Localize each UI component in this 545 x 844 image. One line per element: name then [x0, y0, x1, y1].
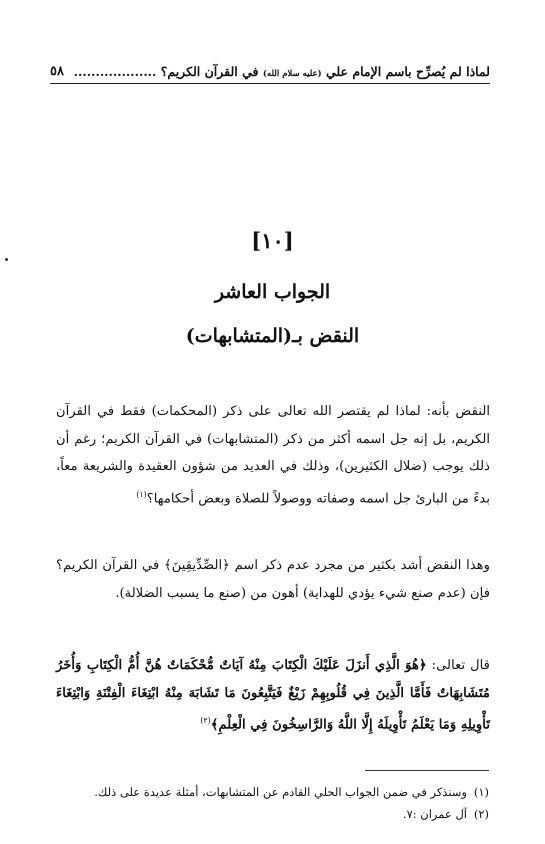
running-header — [50, 64, 490, 84]
footnote-2: (٢)آل عمران :٧. — [402, 807, 489, 821]
section-number: [١٠] — [251, 228, 294, 253]
footnote-ref-1: (١) — [136, 489, 147, 499]
quran-verse: ﴿هُوَ الَّذِي أَنزَلَ عَلَيْكَ الْكِتَابَ مِنْهُ آيَاتٌ مُّحْكَمَاتٌ هُنَّ أُمُّ الْكِتَابِ وَأُخَرُ مُتَشَابِهَاتٌ فَأَمَّا الَّذِينَ فِي قُلُوبِهِمْ زَيْغٌ فَيَتَّبِعُونَ مَا تَشَابَهَ مِنْهُ ابْتِغَاءَ الْفِتْنَةِ وَابْتِغَاءَ تَأْوِيلِهِ وَمَا يَعْلَمُ تَأْوِيلَهُ إِلَّا اللَّهُ وَالرَّاسِخُونَ فِي الْعِلْمِ﴾ — [56, 658, 490, 733]
header-dots: ................... — [73, 64, 157, 79]
answer-title: الجواب العاشر — [214, 281, 331, 303]
paragraph-1: النقض بأنه: لماذا لم يقتصر الله تعالى على ذكر (المحكمات) فقط في القرآن الكريم، بل إنه جل اسمه أكثر من ذكر (المتشابهات) في القرآن الكريم؛ رغم أن ذلك يوجب (ضلال الكثيرين)، وذلك في العديد من شؤون العقيدة والشريعة معاً، بدءً من البارئ جل اسمه وصفاته ووصولاً للصلاة وبعض أحكامها؟$^{(١)}$ — [56, 404, 490, 506]
footnote-ref-2: (٢) — [200, 716, 211, 725]
paragraph-3 — [56, 652, 490, 739]
paragraph-2: وهذا النقض أشد بكثير من مجرد عدم ذكر اسم ﴿الصِّدِّيقِينَ﴾ في القرآن الكريم؟ فإن (عدم صنع شيء يؤدي للهداية) أهون من (صنع ما يسبب الضلالة). — [56, 558, 490, 601]
section-subtitle: النقض بـ(المتشابهات) — [185, 325, 360, 347]
page-number: ٥٨ — [50, 64, 64, 79]
footnote-1: (١)وسنذكر في ضمن الجواب الحلي القادم عن المتشابهات، أمثلة عديدة على ذلك. — [94, 785, 489, 799]
header-title-note: (عليه سلام الله) — [262, 69, 322, 79]
footnote-separator — [365, 770, 489, 771]
header-title: لماذا لم يُصرِّح باسم الإمام علي (عليه سلام الله) في القرآن الكريم؟ ................... — [73, 64, 490, 79]
margin-mark — [5, 258, 8, 261]
quote-intro: قال تعالى: — [426, 658, 490, 673]
